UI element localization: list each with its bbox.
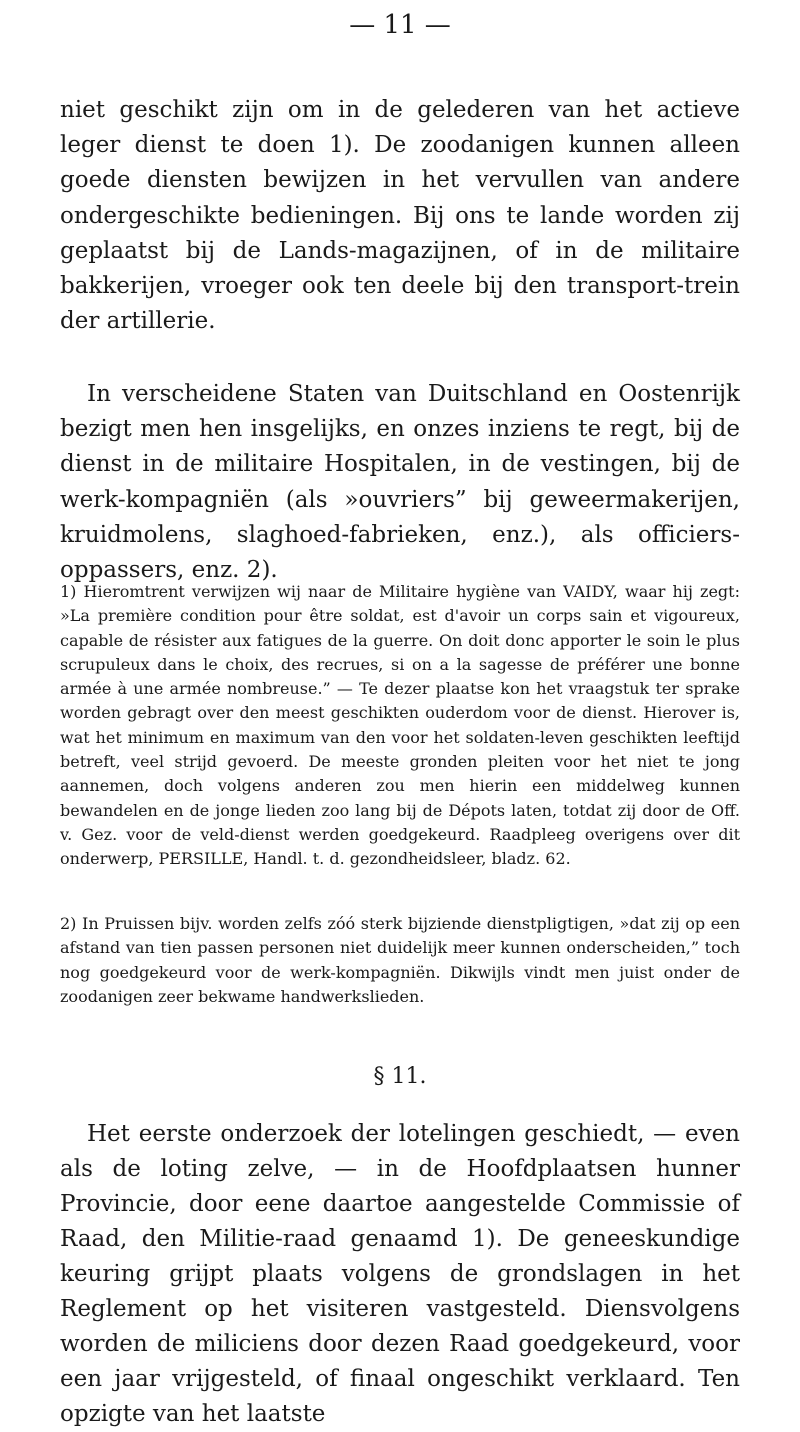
page-number: — 11 — [349, 10, 451, 40]
body-paragraph-3: Het eerste onderzoek der lotelingen geschiedt, — even als de loting zelve, — in de Hoofdplaatsen hunner Provincie, door eene daartoe aangestelde Commissie of Raad, den Militie-raad genaamd 1). De geneeskundige keuring grijpt plaats volgens de grondslagen in het Reglement op het visiteren vastgesteld. Diensvolgens worden de miliciens door dezen Raad goedgekeurd, voor een jaar vrijgesteld, of finaal ongeschikt verklaard. Ten opzigte van het laatste [60, 1121, 740, 1427]
footnote-2: 2) In Pruissen bijv. worden zelfs zóó sterk bijziende dienstpligtigen, »dat zij op een afstand van tien passen personen niet duidelijk meer kunnen onderscheiden,” toch nog goedgekeurd voor de werk-kompagniën. Dikwijls vindt men juist onder de zoodanigen zeer bekwame handwerkslieden. [60, 914, 740, 1006]
body-paragraph-1: niet geschikt zijn om in de gelederen van het actieve leger dienst te doen 1). De zoodanigen kunnen alleen goede diensten bewijzen in het vervullen van andere ondergeschikte bedieningen. Bij ons te lande worden zij geplaatst bij de Lands-magazijnen, of in de militaire bakkerijen, vroeger ook ten deele bij den transport-trein der artillerie. [60, 97, 740, 335]
body-paragraph-2: In verscheidene Staten van Duitschland en Oostenrijk bezigt men hen insgelijks, en onzes inziens te regt, bij de dienst in de militaire Hospitalen, in de vestingen, bij de werk-kompagniën (als »ouvriers” bij geweermakerijen, kruidmolens, slaghoed-fabrieken, enz.), als officiers-oppassers, enz. 2). [60, 381, 740, 584]
section-heading: § 11. [373, 1064, 427, 1089]
footnote-1: 1) Hieromtrent verwijzen wij naar de Militaire hygiène van VAIDY, waar hij zegt: »La première condition pour être soldat, est d'avoir un corps sain et vigoureux, capable de résister aux fatigues de la guerre. On doit donc apporter le soin le plus scrupuleux dans le choix, des recrues, si on a la sagesse de préférer une bonne armée à une armée nombreuse.” — Te dezer plaatse kon het vraagstuk ter sprake worden gebragt over den meest geschikten ouderdom voor de dienst. Hierover is, wat het minimum en maximum van den voor het soldaten-leven geschikten leeftijd betreft, veel strijd gevoerd. De meeste gronden pleiten voor het niet te jong aannemen, doch volgens anderen zou men hierin een middelweg kunnen bewandelen en de jonge lieden zoo lang bij de Dépots laten, totdat zij door de Off. v. Gez. voor de veld-dienst werden goedgekeurd. Raadpleeg overigens over dit onderwerp, PERSILLE, Handl. t. d. gezondheidsleer, bladz. 62. [60, 582, 740, 869]
